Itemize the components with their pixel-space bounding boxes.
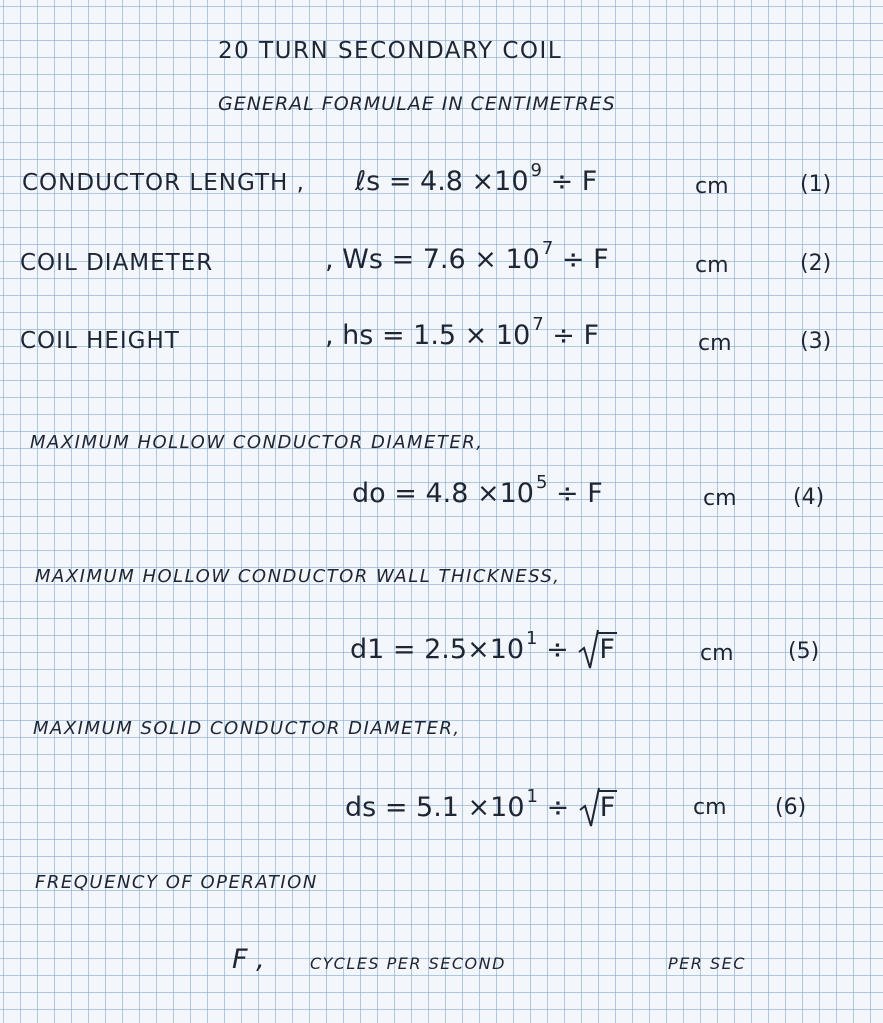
formula-5-lhs: d1 (350, 634, 385, 665)
square-root-icon (577, 626, 599, 670)
formula-6-exponent: 1 (526, 786, 538, 807)
formula-3-expression (325, 314, 600, 351)
formula-1-exponent: 9 (530, 160, 542, 181)
formula-6-expression (345, 786, 617, 823)
formula-1-number: (1) (800, 172, 832, 197)
square-root-icon (578, 784, 600, 828)
formula-5-radicand: F (599, 634, 615, 665)
formula-5-rhs: ÷ (546, 634, 569, 665)
formula-5-number: (5) (788, 639, 820, 664)
formula-4-expression (352, 472, 603, 509)
formula-6-lhs: ds (345, 792, 377, 823)
formula-6-sqrt (578, 790, 618, 821)
formula-5-sqrt (577, 632, 617, 663)
formula-4-rhs: ÷ F (556, 478, 603, 509)
formula-6-base: = 5.1 ×10 (384, 792, 525, 823)
formula-3-base: = 1.5 × 10 (381, 320, 531, 351)
formula-1-label: CONDUCTOR LENGTH , (22, 170, 305, 196)
formula-2-label: COIL DIAMETER (20, 250, 214, 276)
formula-4-lhs: do (352, 478, 386, 509)
frequency-heading: FREQUENCY OF OPERATION (35, 872, 318, 893)
formula-4-number: (4) (793, 485, 825, 510)
section-6-heading: MAXIMUM SOLID CONDUCTOR DIAMETER, (33, 718, 461, 739)
page-subtitle: GENERAL FORMULAE IN CENTIMETRES (218, 93, 616, 115)
formula-3-label: COIL HEIGHT (20, 328, 180, 354)
formula-6-number: (6) (775, 795, 807, 820)
formula-5-expression (350, 628, 617, 665)
formula-6-radicand: F (599, 792, 616, 823)
formula-2-number: (2) (800, 251, 832, 276)
formula-2-lhs: , Ws (325, 244, 383, 275)
formula-2-expression (325, 238, 609, 275)
formula-2-rhs: ÷ F (561, 244, 609, 275)
section-5-heading: MAXIMUM HOLLOW CONDUCTOR WALL THICKNESS, (35, 566, 561, 587)
formula-3-lhs: , hs (325, 320, 374, 351)
formula-5-exponent: 1 (526, 628, 538, 649)
formula-2-unit: cm (695, 253, 729, 278)
formula-3-exponent: 7 (532, 314, 544, 335)
frequency-symbol: F , (232, 944, 265, 975)
formula-1-lhs: ℓs (355, 166, 381, 197)
formula-4-base: = 4.8 ×10 (394, 478, 534, 509)
page-title: 20 TURN SECONDARY COIL (218, 38, 563, 64)
formula-2-exponent: 7 (541, 238, 554, 259)
frequency-description: CYCLES PER SECOND (310, 954, 506, 973)
formula-1-expression (355, 160, 598, 197)
formula-6-rhs: ÷ (546, 792, 570, 823)
formula-5-base: = 2.5×10 (392, 634, 525, 665)
formula-6-unit: cm (693, 795, 727, 820)
formula-3-unit: cm (698, 331, 732, 356)
formula-1-unit: cm (695, 174, 729, 199)
formula-3-rhs: ÷ F (552, 320, 600, 351)
frequency-unit: PER SEC (668, 954, 746, 973)
formula-1-base: = 4.8 ×10 (388, 166, 529, 197)
formula-4-unit: cm (703, 486, 737, 511)
section-4-heading: MAXIMUM HOLLOW CONDUCTOR DIAMETER, (30, 432, 484, 453)
formula-1-rhs: ÷ F (550, 166, 598, 197)
formula-4-exponent: 5 (535, 472, 548, 493)
formula-3-number: (3) (800, 329, 832, 354)
formula-2-base: = 7.6 × 10 (391, 244, 540, 275)
formula-5-unit: cm (700, 641, 734, 666)
